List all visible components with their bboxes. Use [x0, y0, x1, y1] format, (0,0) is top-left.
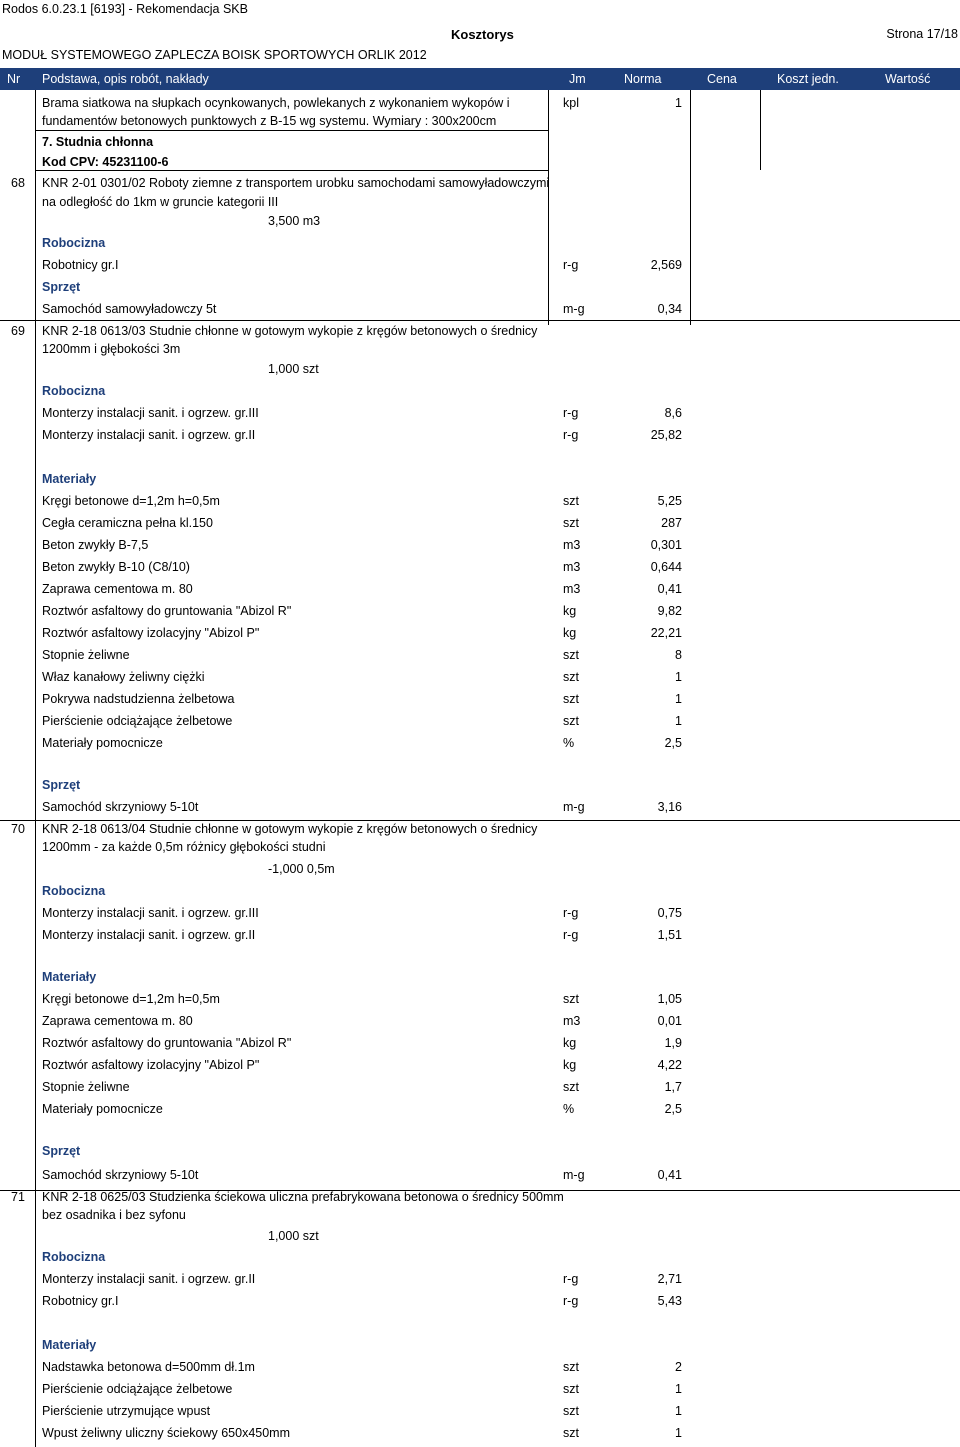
table-horizontal-rule [0, 820, 960, 821]
norma-cell: 1,9 [664, 1036, 682, 1050]
norma-cell: 0,301 [650, 538, 682, 552]
unit-cell: m-g [563, 302, 585, 316]
column-header-bar [0, 68, 960, 90]
table-vertical-rule [760, 90, 761, 170]
item-quantity: -1,000 0,5m [268, 862, 335, 876]
row-description: Zaprawa cementowa m. 80 [42, 1014, 193, 1028]
column-jm: Jm [569, 72, 586, 86]
unit-cell: % [563, 736, 575, 750]
unit-cell: r-g [563, 906, 579, 920]
unit-cell: % [563, 1102, 575, 1116]
row-description: Roztwór asfaltowy do gruntowania "Abizol R" [42, 604, 292, 618]
row-description: fundamentów betonowych punktowych z B-15 wg systemu. Wymiary : 300x200cm [42, 114, 497, 128]
section-label: Sprzęt [42, 1144, 81, 1158]
row-description: Samochód skrzyniowy 5-10t [42, 800, 199, 814]
unit-cell: kg [563, 1058, 577, 1072]
norma-cell: 2,71 [657, 1272, 682, 1286]
unit-cell: kg [563, 604, 577, 618]
unit-cell: szt [563, 1426, 579, 1440]
row-description: Kręgi betonowe d=1,2m h=0,5m [42, 992, 220, 1006]
column-wartosc: Wartość [885, 72, 931, 86]
doc-type-title: Kosztorys [451, 27, 514, 42]
unit-cell: szt [563, 1382, 579, 1396]
norma-cell: 0,41 [657, 1168, 682, 1182]
section-label: Materiały [42, 472, 97, 486]
chapter-heading: 7. Studnia chłonna [42, 135, 154, 149]
section-label: Sprzęt [42, 280, 81, 294]
item-quantity: 1,000 szt [268, 1229, 319, 1243]
row-description: KNR 2-01 0301/02 Roboty ziemne z transportem urobku samochodami samowyładowczymi [42, 176, 550, 190]
norma-cell: 1,51 [657, 928, 682, 942]
norma-cell: 0,01 [657, 1014, 682, 1028]
unit-cell: szt [563, 1404, 579, 1418]
unit-cell: r-g [563, 1272, 579, 1286]
row-description: Robotnicy gr.I [42, 1294, 119, 1308]
item-quantity: 3,500 m3 [268, 214, 321, 228]
table-vertical-rule [35, 90, 36, 1447]
norma-cell: 2,5 [664, 1102, 682, 1116]
row-description: Stopnie żeliwne [42, 648, 130, 662]
page-number: Strona 17/18 [886, 27, 958, 41]
norma-cell: 1 [675, 1382, 682, 1396]
norma-cell: 1,7 [664, 1080, 682, 1094]
unit-cell: r-g [563, 406, 579, 420]
unit-cell: m-g [563, 1168, 585, 1182]
row-description: Beton zwykły B-10 (C8/10) [42, 560, 190, 574]
row-description: Zaprawa cementowa m. 80 [42, 582, 193, 596]
row-description: Monterzy instalacji sanit. i ogrzew. gr.III [42, 906, 259, 920]
norma-cell: 2,569 [650, 258, 682, 272]
row-description: Pierścienie utrzymujące wpust [42, 1404, 211, 1418]
section-label: Materiały [42, 1338, 97, 1352]
section-label: Robocizna [42, 884, 106, 898]
unit-cell: szt [563, 714, 579, 728]
row-description: KNR 2-18 0613/04 Studnie chłonne w gotowym wykopie z kręgów betonowych o średnicy [42, 822, 538, 836]
norma-cell: 1 [675, 1404, 682, 1418]
norma-cell: 2 [675, 1360, 682, 1374]
row-description: Pokrywa nadstudzienna żelbetowa [42, 692, 235, 706]
unit-cell: szt [563, 516, 579, 530]
norma-cell: 4,22 [657, 1058, 682, 1072]
row-description: Stopnie żeliwne [42, 1080, 130, 1094]
row-description: Monterzy instalacji sanit. i ogrzew. gr.III [42, 406, 259, 420]
row-description: Roztwór asfaltowy izolacyjny "Abizol P" [42, 1058, 260, 1072]
table-vertical-rule [690, 90, 691, 325]
norma-cell: 8 [675, 648, 682, 662]
row-description: KNR 2-18 0625/03 Studzienka ściekowa uliczna prefabrykowana betonowa o średnicy 500mm [42, 1190, 564, 1204]
row-description: na odległość do 1km w gruncie kategorii III [42, 195, 279, 209]
norma-cell: 0,644 [650, 560, 682, 574]
unit-cell: r-g [563, 928, 579, 942]
unit-cell: r-g [563, 258, 579, 272]
column-nr: Nr [7, 72, 21, 86]
norma-cell: 9,82 [657, 604, 682, 618]
row-description: Monterzy instalacji sanit. i ogrzew. gr.II [42, 1272, 256, 1286]
row-description: Beton zwykły B-7,5 [42, 538, 149, 552]
norma-cell: 8,6 [664, 406, 682, 420]
norma-cell: 1,05 [657, 992, 682, 1006]
table-vertical-rule [548, 90, 549, 325]
table-horizontal-rule [0, 320, 960, 321]
norma-cell: 1 [675, 714, 682, 728]
unit-cell: szt [563, 992, 579, 1006]
norma-cell: 0,75 [657, 906, 682, 920]
row-description: Materiały pomocnicze [42, 1102, 163, 1116]
unit-cell: szt [563, 648, 579, 662]
section-label: Sprzęt [42, 778, 81, 792]
norma-cell: 5,43 [657, 1294, 682, 1308]
row-description: Samochód skrzyniowy 5-10t [42, 1168, 199, 1182]
app-title: Rodos 6.0.23.1 [6193] - Rekomendacja SKB [2, 2, 248, 16]
column-cena: Cena [707, 72, 737, 86]
row-description: 1200mm - za każde 0,5m różnicy głębokości studni [42, 840, 326, 854]
norma-cell: 3,16 [657, 800, 682, 814]
item-number: 71 [11, 1190, 25, 1204]
norma-cell: 22,21 [650, 626, 682, 640]
norma-cell: 287 [661, 516, 682, 530]
norma-cell: 0,34 [657, 302, 682, 316]
unit-cell: m3 [563, 538, 581, 552]
column-description: Podstawa, opis robót, nakłady [42, 72, 209, 86]
norma-cell: 5,25 [657, 494, 682, 508]
project-title: MODUŁ SYSTEMOWEGO ZAPLECZA BOISK SPORTOWYCH ORLIK 2012 [2, 48, 427, 62]
unit-cell: szt [563, 1360, 579, 1374]
unit-cell: m3 [563, 1014, 581, 1028]
row-description: Monterzy instalacji sanit. i ogrzew. gr.II [42, 428, 256, 442]
norma-cell: 25,82 [650, 428, 682, 442]
unit-cell: kg [563, 626, 577, 640]
unit-cell: m-g [563, 800, 585, 814]
row-description: Brama siatkowa na słupkach ocynkowanych, powlekanych z wykonaniem wykopów i [42, 96, 510, 110]
row-description: Pierścienie odciążające żelbetowe [42, 1382, 233, 1396]
table-horizontal-rule [35, 130, 548, 131]
row-description: Nadstawka betonowa d=500mm dł.1m [42, 1360, 255, 1374]
unit-cell: szt [563, 692, 579, 706]
unit-cell: kpl [563, 96, 579, 110]
row-description: bez osadnika i bez syfonu [42, 1208, 186, 1222]
row-description: Robotnicy gr.I [42, 258, 119, 272]
table-horizontal-rule [35, 170, 548, 171]
item-quantity: 1,000 szt [268, 362, 319, 376]
norma-cell: 1 [675, 670, 682, 684]
row-description: Monterzy instalacji sanit. i ogrzew. gr.II [42, 928, 256, 942]
row-description: Materiały pomocnicze [42, 736, 163, 750]
norma-cell: 1 [675, 1426, 682, 1440]
row-description: Roztwór asfaltowy do gruntowania "Abizol R" [42, 1036, 292, 1050]
row-description: Samochód samowyładowczy 5t [42, 302, 217, 316]
unit-cell: szt [563, 494, 579, 508]
row-description: KNR 2-18 0613/03 Studnie chłonne w gotowym wykopie z kręgów betonowych o średnicy [42, 324, 538, 338]
section-label: Materiały [42, 970, 97, 984]
row-description: Pierścienie odciążające żelbetowe [42, 714, 233, 728]
row-description: Kręgi betonowe d=1,2m h=0,5m [42, 494, 220, 508]
norma-cell: 1 [675, 96, 682, 110]
unit-cell: kg [563, 1036, 577, 1050]
item-number: 70 [11, 822, 25, 836]
item-number: 69 [11, 324, 25, 338]
row-description: Cegła ceramiczna pełna kl.150 [42, 516, 213, 530]
norma-cell: 1 [675, 692, 682, 706]
unit-cell: szt [563, 670, 579, 684]
item-number: 68 [11, 176, 25, 190]
unit-cell: szt [563, 1080, 579, 1094]
column-koszt-jedn: Koszt jedn. [777, 72, 839, 86]
row-description: Właz kanałowy żeliwny ciężki [42, 670, 205, 684]
unit-cell: r-g [563, 428, 579, 442]
section-label: Robocizna [42, 1250, 106, 1264]
unit-cell: m3 [563, 560, 581, 574]
chapter-heading: Kod CPV: 45231100-6 [42, 155, 169, 169]
unit-cell: r-g [563, 1294, 579, 1308]
section-label: Robocizna [42, 384, 106, 398]
section-label: Robocizna [42, 236, 106, 250]
row-description: Roztwór asfaltowy izolacyjny "Abizol P" [42, 626, 260, 640]
column-norma: Norma [624, 72, 662, 86]
row-description: 1200mm i głębokości 3m [42, 342, 181, 356]
unit-cell: m3 [563, 582, 581, 596]
norma-cell: 2,5 [664, 736, 682, 750]
norma-cell: 0,41 [657, 582, 682, 596]
row-description: Wpust żeliwny uliczny ściekowy 650x450mm [42, 1426, 291, 1440]
